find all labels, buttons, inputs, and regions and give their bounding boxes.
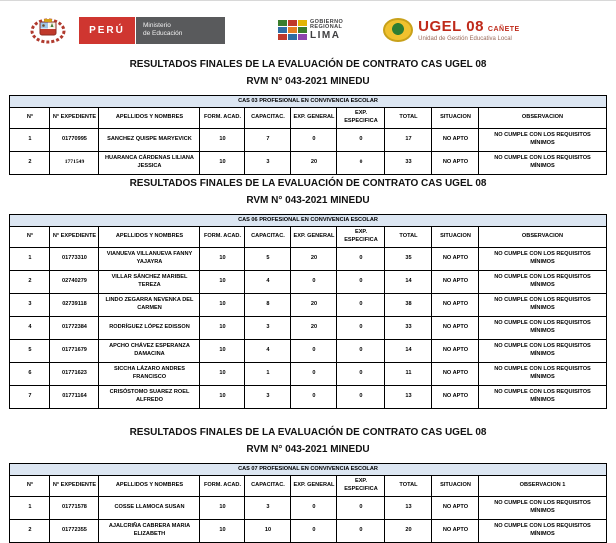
cell-capacitac: 8: [245, 294, 291, 317]
peru-brand-box: [79, 17, 135, 44]
cell-observacion: NO CUMPLE CON LOS REQUISITOS MÍNIMOS: [479, 497, 606, 520]
cell-exp-especifica: 0: [337, 317, 385, 340]
cell-num: 6: [10, 363, 50, 386]
cell-exp-especifica: 0: [337, 129, 385, 152]
column-header: N°: [10, 227, 50, 248]
cell-num: 1: [10, 248, 50, 271]
column-header: SITUACION: [432, 227, 479, 248]
cell-expediente: 1771549: [50, 152, 99, 175]
table-row: [10, 317, 606, 340]
column-header: OBSERVACION: [479, 108, 606, 129]
column-header: EXP. ESPECIFICA: [337, 227, 385, 248]
cell-total: 13: [385, 497, 432, 520]
column-header: APELLIDOS Y NOMBRES: [99, 476, 200, 497]
cell-nombres: LINDO ZEGARRA NEVENKA DEL CARMEN: [99, 294, 200, 317]
cell-exp-especifica: 0: [337, 497, 385, 520]
column-header: EXP. GENERAL: [291, 476, 337, 497]
results-section-cas03: [0, 59, 616, 175]
cell-total: 33: [385, 152, 432, 175]
cell-situacion: NO APTO: [432, 129, 479, 152]
table-row: [10, 294, 606, 317]
cell-form-acad: 10: [200, 152, 245, 175]
cell-exp-general: 0: [291, 386, 337, 409]
cell-nombres: SICCHA LÁZARO ANDRES FRANCISCO: [99, 363, 200, 386]
cell-expediente: 01773310: [50, 248, 99, 271]
cell-observacion: NO CUMPLE CON LOS REQUISITOS MÍNIMOS: [479, 271, 606, 294]
table-row: [10, 363, 606, 386]
cell-expediente: 01771164: [50, 386, 99, 409]
column-header: TOTAL: [385, 108, 432, 129]
results-table-cas03: [9, 95, 606, 175]
cell-exp-general: 20: [291, 294, 337, 317]
cell-situacion: NO APTO: [432, 340, 479, 363]
ministerio-line1: Ministerio: [143, 21, 171, 29]
cell-form-acad: 10: [200, 520, 245, 543]
cell-observacion: NO CUMPLE CON LOS REQUISITOS MÍNIMOS: [479, 340, 606, 363]
ugel-oval-icon: [383, 18, 413, 42]
cell-capacitac: 4: [245, 271, 291, 294]
cell-capacitac: 7: [245, 129, 291, 152]
cell-num: 2: [10, 520, 50, 543]
table-row: [10, 248, 606, 271]
cell-expediente: 02740279: [50, 271, 99, 294]
document-header: [0, 12, 616, 48]
ministerio-educacion-box: [136, 17, 225, 44]
table-row: [10, 152, 606, 175]
cell-exp-general: 0: [291, 340, 337, 363]
column-header: N°: [10, 476, 50, 497]
cell-exp-especifica: 0: [337, 152, 385, 175]
cell-expediente: 01772384: [50, 317, 99, 340]
column-header: OBSERVACION: [479, 227, 606, 248]
column-header: SITUACION: [432, 108, 479, 129]
cell-capacitac: 3: [245, 152, 291, 175]
section-subtitle: RVM N° 043-2021 MINEDU: [246, 195, 370, 206]
table-header-row: [10, 108, 606, 129]
cell-situacion: NO APTO: [432, 271, 479, 294]
cell-capacitac: 4: [245, 340, 291, 363]
table-header-row: [10, 227, 606, 248]
cell-total: 38: [385, 294, 432, 317]
cell-observacion: NO CUMPLE CON LOS REQUISITOS MÍNIMOS: [479, 363, 606, 386]
cell-exp-general: 20: [291, 248, 337, 271]
cell-num: 2: [10, 152, 50, 175]
ugel-city: CAÑETE: [487, 26, 520, 33]
cell-nombres: COSSE LLAMOCA SUSAN: [99, 497, 200, 520]
cell-capacitac: 3: [245, 386, 291, 409]
cell-exp-especifica: 0: [337, 248, 385, 271]
cell-form-acad: 10: [200, 497, 245, 520]
cell-form-acad: 10: [200, 271, 245, 294]
column-header: EXP. ESPECIFICA: [337, 108, 385, 129]
cell-situacion: NO APTO: [432, 386, 479, 409]
column-header: EXP. GENERAL: [291, 227, 337, 248]
cell-capacitac: 3: [245, 317, 291, 340]
column-header: EXP. GENERAL: [291, 108, 337, 129]
results-section-cas06: [0, 178, 616, 409]
results-table-cas07: [9, 463, 606, 543]
results-table-cas06: [9, 214, 606, 409]
column-header: N° EXPEDIENTE: [50, 108, 99, 129]
cell-exp-general: 0: [291, 497, 337, 520]
table-row: [10, 271, 606, 294]
cell-capacitac: 10: [245, 520, 291, 543]
table-row: [10, 340, 606, 363]
cell-situacion: NO APTO: [432, 363, 479, 386]
cell-situacion: NO APTO: [432, 520, 479, 543]
cell-situacion: NO APTO: [432, 248, 479, 271]
cell-situacion: NO APTO: [432, 294, 479, 317]
cell-total: 11: [385, 363, 432, 386]
column-header: CAPACITAC.: [245, 227, 291, 248]
cell-exp-general: 0: [291, 363, 337, 386]
table-row: [10, 520, 606, 543]
cell-nombres: VIANUEVA VILLANUEVA FANNY YAJAYRA: [99, 248, 200, 271]
cell-num: 2: [10, 271, 50, 294]
cell-total: 33: [385, 317, 432, 340]
cell-num: 1: [10, 129, 50, 152]
cell-form-acad: 10: [200, 386, 245, 409]
section-title: RESULTADOS FINALES DE LA EVALUACIÓN DE CONTRATO CAS UGEL 08: [129, 59, 487, 70]
column-header: APELLIDOS Y NOMBRES: [99, 108, 200, 129]
cell-nombres: SANCHEZ QUISPE MARYEVICK: [99, 129, 200, 152]
cell-form-acad: 10: [200, 363, 245, 386]
cell-expediente: 01770995: [50, 129, 99, 152]
column-header: CAPACITAC.: [245, 108, 291, 129]
cell-capacitac: 1: [245, 363, 291, 386]
cell-total: 20: [385, 520, 432, 543]
column-header: TOTAL: [385, 227, 432, 248]
cell-expediente: 01771578: [50, 497, 99, 520]
cell-observacion: NO CUMPLE CON LOS REQUISITOS MÍNIMOS: [479, 294, 606, 317]
section-subtitle: RVM N° 043-2021 MINEDU: [246, 76, 370, 87]
gobierno-line1: GOBIERNO: [310, 18, 344, 25]
column-header: OBSERVACION 1: [479, 476, 606, 497]
cell-num: 4: [10, 317, 50, 340]
cell-total: 14: [385, 271, 432, 294]
cell-exp-especifica: 0: [337, 271, 385, 294]
cell-capacitac: 5: [245, 248, 291, 271]
cell-observacion: NO CUMPLE CON LOS REQUISITOS MÍNIMOS: [479, 317, 606, 340]
cell-nombres: AJALCRIÑA CABRERA MARIA ELIZABETH: [99, 520, 200, 543]
peru-coat-of-arms-icon: [30, 17, 66, 43]
section-subtitle: RVM N° 043-2021 MINEDU: [246, 444, 370, 455]
cell-nombres: RODRÍGUEZ LÓPEZ EDISSON: [99, 317, 200, 340]
cell-expediente: 02739118: [50, 294, 99, 317]
column-header: EXP. ESPECIFICA: [337, 476, 385, 497]
cell-exp-general: 0: [291, 271, 337, 294]
cell-num: 1: [10, 497, 50, 520]
cell-observacion: NO CUMPLE CON LOS REQUISITOS MÍNIMOS: [479, 386, 606, 409]
cell-expediente: 01771623: [50, 363, 99, 386]
cell-nombres: APCHO CHÁVEZ ESPERANZA DAMACINA: [99, 340, 200, 363]
table-row: [10, 497, 606, 520]
cell-num: 5: [10, 340, 50, 363]
column-header: FORM. ACAD.: [200, 476, 245, 497]
gobierno-line3: LIMA: [310, 29, 341, 41]
cell-exp-general: 0: [291, 129, 337, 152]
cell-observacion: NO CUMPLE CON LOS REQUISITOS MÍNIMOS: [479, 520, 606, 543]
results-section-cas07: [0, 427, 616, 543]
column-header: TOTAL: [385, 476, 432, 497]
column-header: N°: [10, 108, 50, 129]
ugel-08-logo: [383, 18, 520, 42]
column-header: CAPACITAC.: [245, 476, 291, 497]
cell-form-acad: 10: [200, 340, 245, 363]
table-band-title: CAS 03 PROFESIONAL EN CONVIVENCIA ESCOLAR: [10, 96, 606, 108]
table-band-title: CAS 06 PROFESIONAL EN CONVIVENCIA ESCOLAR: [10, 215, 606, 227]
cell-form-acad: 10: [200, 129, 245, 152]
cell-num: 3: [10, 294, 50, 317]
section-title: RESULTADOS FINALES DE LA EVALUACIÓN DE CONTRATO CAS UGEL 08: [129, 427, 487, 438]
cell-expediente: 01771679: [50, 340, 99, 363]
cell-exp-general: 20: [291, 317, 337, 340]
cell-total: 14: [385, 340, 432, 363]
peru-label: PERÚ: [89, 24, 125, 36]
cell-exp-especifica: 0: [337, 386, 385, 409]
cell-nombres: CRISÓSTOMO SUAREZ ROEL ALFREDO: [99, 386, 200, 409]
cell-nombres: HUARANCA CÁRDENAS LILIANA JESSICA: [99, 152, 200, 175]
column-header: N° EXPEDIENTE: [50, 476, 99, 497]
cell-expediente: 01772355: [50, 520, 99, 543]
cell-total: 13: [385, 386, 432, 409]
ministerio-line2: de Educación: [143, 30, 183, 37]
gobierno-mosaic-icon: [278, 20, 307, 40]
cell-exp-especifica: 0: [337, 294, 385, 317]
column-header: APELLIDOS Y NOMBRES: [99, 227, 200, 248]
cell-observacion: NO CUMPLE CON LOS REQUISITOS MÍNIMOS: [479, 129, 606, 152]
cell-observacion: NO CUMPLE CON LOS REQUISITOS MÍNIMOS: [479, 248, 606, 271]
cell-situacion: NO APTO: [432, 317, 479, 340]
table-row: [10, 386, 606, 409]
table-row: [10, 129, 606, 152]
ugel-subtitle: Unidad de Gestión Educativa Local: [418, 36, 512, 42]
column-header: N° EXPEDIENTE: [50, 227, 99, 248]
section-title: RESULTADOS FINALES DE LA EVALUACIÓN DE CONTRATO CAS UGEL 08: [129, 178, 487, 189]
table-header-row: [10, 476, 606, 497]
column-header: FORM. ACAD.: [200, 108, 245, 129]
cell-total: 35: [385, 248, 432, 271]
cell-form-acad: 10: [200, 317, 245, 340]
cell-exp-especifica: 0: [337, 520, 385, 543]
column-header: FORM. ACAD.: [200, 227, 245, 248]
cell-form-acad: 10: [200, 248, 245, 271]
cell-form-acad: 10: [200, 294, 245, 317]
cell-num: 7: [10, 386, 50, 409]
cell-situacion: NO APTO: [432, 497, 479, 520]
gobierno-regional-lima-logo: [278, 20, 343, 41]
cell-exp-especifica: 0: [337, 363, 385, 386]
cell-capacitac: 3: [245, 497, 291, 520]
cell-exp-general: 0: [291, 520, 337, 543]
cell-situacion: NO APTO: [432, 152, 479, 175]
cell-exp-especifica: 0: [337, 340, 385, 363]
cell-observacion: NO CUMPLE CON LOS REQUISITOS MÍNIMOS: [479, 152, 606, 175]
ugel-name: UGEL 08: [418, 18, 484, 35]
cell-nombres: VILLAR SÁNCHEZ MARIBEL TEREZA: [99, 271, 200, 294]
table-band-title: CAS 07 PROFESIONAL EN CONVIVENCIA ESCOLAR: [10, 464, 606, 476]
column-header: SITUACION: [432, 476, 479, 497]
cell-exp-general: 20: [291, 152, 337, 175]
gobierno-line2: REGIONAL: [310, 24, 343, 30]
cell-total: 17: [385, 129, 432, 152]
